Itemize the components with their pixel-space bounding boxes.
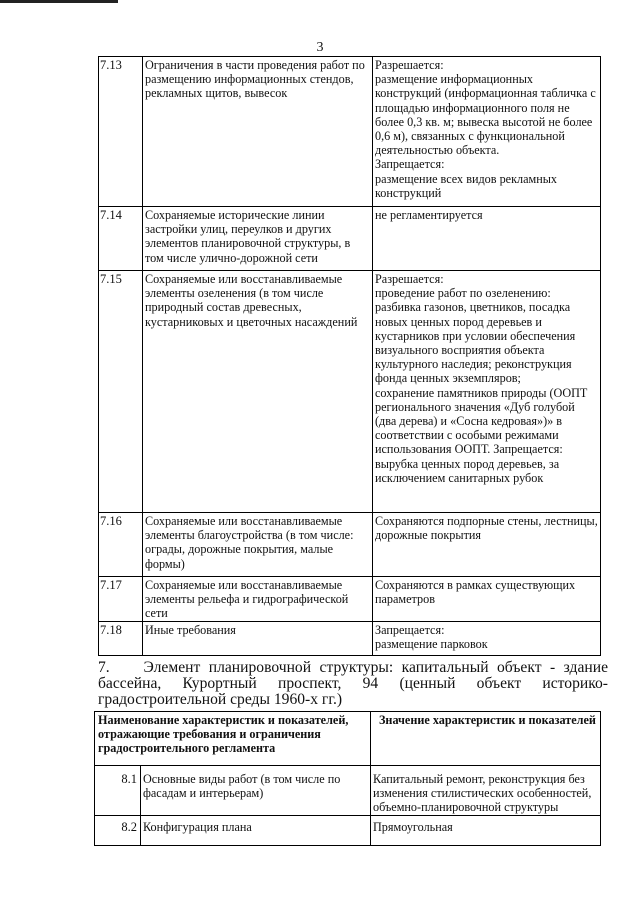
section-8-heading-paragraph xyxy=(98,660,608,708)
table-row xyxy=(99,57,601,207)
table-row xyxy=(99,271,601,513)
row-characteristic: Сохраняемые или восстанавливаемые элементы озеленения (в том числе природный состав древесных, кустарниковых и цветочных насаждений xyxy=(143,271,373,513)
row-value: Прямоугольная xyxy=(371,815,601,845)
top-edge-line xyxy=(0,0,118,3)
row-characteristic: Иные требования xyxy=(143,621,373,655)
row-value: Разрешается: проведение работ по озеленению: разбивка газонов, цветников, посадка новых ценных пород деревьев и кустарников при условии обеспечения визуального восприятия объекта культурного наследия; реконструкция фонда ценных экземпляров; сохранение памятников природы (ООПТ регионального значения «Дуб голубой (два дерева) и «Сосна кедровая»)» в соответствии с особыми режимами использования ООПТ. Запрещается: вырубка ценных пород деревьев, за исключением санитарных рубок xyxy=(373,271,601,513)
paragraph-line: бассейна, Курортный проспект, 94 (ценный объект историко- xyxy=(98,675,608,692)
row-number: 8.1 xyxy=(95,766,141,816)
row-value: Сохраняются подпорные стены, лестницы, дорожные покрытия xyxy=(373,513,601,577)
table-header-row xyxy=(95,712,601,766)
row-number: 7.16 xyxy=(99,513,143,577)
table-row xyxy=(95,815,601,845)
row-number: 7.18 xyxy=(99,621,143,655)
row-value: Запрещается: размещение парковок xyxy=(373,621,601,655)
row-value: не регламентируется xyxy=(373,207,601,271)
row-number: 7.13 xyxy=(99,57,143,207)
table-row xyxy=(95,766,601,816)
paragraph-line: 7. Элемент планировочной структуры: капитальный объект - здание xyxy=(98,659,608,676)
header-value: Значение характеристик и показателей xyxy=(371,712,601,766)
table-row xyxy=(99,621,601,655)
row-characteristic: Сохраняемые исторические линии застройки улиц, переулков и других элементов планировочной структуры, в том числе улично-дорожной сети xyxy=(143,207,373,271)
regulation-table-section-8 xyxy=(94,711,601,846)
header-characteristic: Наименование характеристик и показателей, отражающие требования и ограничения градостроительного регламента xyxy=(95,712,371,766)
page-number: 3 xyxy=(316,40,324,55)
row-value: Разрешается: размещение информационных конструкций (информационная табличка с площадью информационного поля не более 0,3 кв. м; вывеска высотой не более 0,6 м), связанных с функциональной деятельностью объекта. Запрещается: размещение всех видов рекламных конструкций xyxy=(373,57,601,207)
table-row xyxy=(99,513,601,577)
row-value: Капитальный ремонт, реконструкция без изменения стилистических особенностей, объемно-планировочной структуры xyxy=(371,766,601,816)
row-characteristic: Сохраняемые или восстанавливаемые элементы благоустройства (в том числе: ограды, дорожные покрытия, малые формы) xyxy=(143,513,373,577)
row-characteristic: Сохраняемые или восстанавливаемые элементы рельефа и гидрографической сети xyxy=(143,577,373,622)
paragraph-line: градостроительной среды 1960-х гг.) xyxy=(98,691,343,708)
table-row xyxy=(99,577,601,622)
row-value: Сохраняются в рамках существующих параметров xyxy=(373,577,601,622)
row-number: 7.15 xyxy=(99,271,143,513)
table-row xyxy=(99,207,601,271)
row-characteristic: Ограничения в части проведения работ по размещению информационных стендов, рекламных щитов, вывесок xyxy=(143,57,373,207)
row-characteristic: Конфигурация плана xyxy=(141,815,371,845)
row-number: 7.14 xyxy=(99,207,143,271)
regulation-table-section-7 xyxy=(98,56,601,656)
row-number: 8.2 xyxy=(95,815,141,845)
row-characteristic: Основные виды работ (в том числе по фасадам и интерьерам) xyxy=(141,766,371,816)
row-number: 7.17 xyxy=(99,577,143,622)
